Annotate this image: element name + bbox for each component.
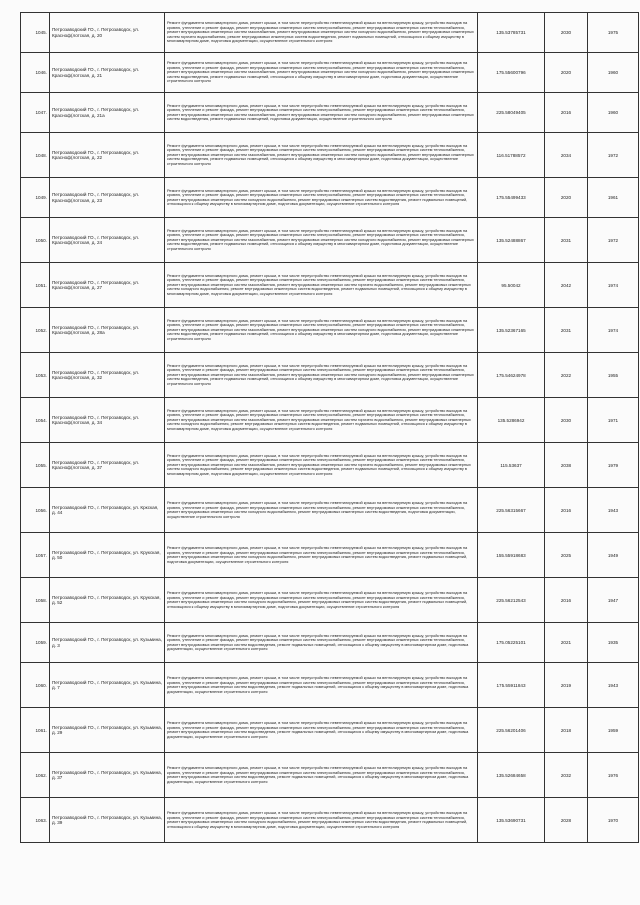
table-row — [21, 178, 639, 218]
built-year-cell: 1972 — [588, 133, 639, 178]
work-description-cell: Ремонт фундамента многоквартирного дома, ремонт крыши, в том числе переустройство невентилируемой крыши на вентилируемую крышу, устройство выходов на кровлю, утепление и ремонт фасада, ремонт внутридомовых инженерных систем электроснабжения, ремонт внутридомовых инженерных систем теплоснабжения, ремонт внутридомовых инженерных систем газоснабжения, ремонт внутридомовых инженерных систем горячего водоснабжения, ремонт внутридомовых инженерных систем холодного водоснабжения, ремонт внутридомовых инженерных систем водоотведения, ремонт подвальных помещений, относящихся к общему имуществу в многоквартирном доме, подготовка документации, осуществление строительного контроля — [165, 263, 478, 308]
row-number: 1056. — [21, 488, 50, 533]
address-cell: Петрозаводский ГО., г. Петрозаводск, ул. Красноф(лотская, д. 32 — [50, 353, 165, 398]
planned-year-cell: 2025 — [545, 533, 588, 578]
row-number: 1060. — [21, 663, 50, 708]
cost-cell: 175.55911843 — [478, 663, 545, 708]
cost-cell: 225.56212543 — [478, 578, 545, 623]
work-description-cell: Ремонт фундамента многоквартирного дома, ремонт крыши, в том числе переустройство невентилируемой крыши на вентилируемую крышу, устройство выходов на кровлю, утепление и ремонт фасада, ремонт внутридомовых инженерных систем электроснабжения, ремонт внутридомовых инженерных систем теплоснабжения, ремонт внутридомовых инженерных систем водоотведения, ремонт подвальных помещений, относящихся к общему имуществу в многоквартирном доме, подготовка документации, осуществление строительного контроля — [165, 708, 478, 753]
work-description-cell: Ремонт фундамента многоквартирного дома, ремонт крыши, в том числе переустройство невентилируемой крыши на вентилируемую крышу, устройство выходов на кровлю, утепление и ремонт фасада, ремонт внутридомовых инженерных систем электроснабжения, ремонт внутридомовых инженерных систем теплоснабжения, ремонт внутридомовых инженерных систем газоснабжения, ремонт внутридомовых инженерных систем холодного водоснабжения, ремонт внутридомовых инженерных систем водоотведения, ремонт подвальных помещений, относящихся к общему имуществу в многоквартирном доме, подготовка документации, осуществление строительного контроля — [165, 308, 478, 353]
table-row — [21, 708, 639, 753]
row-number: 1061. — [21, 708, 50, 753]
planned-year-cell: 2022 — [545, 353, 588, 398]
built-year-cell: 1972 — [588, 218, 639, 263]
row-number: 1050. — [21, 218, 50, 263]
table-row — [21, 443, 639, 488]
built-year-cell: 1943 — [588, 488, 639, 533]
built-year-cell: 1974 — [588, 308, 639, 353]
address-cell: Петрозаводский ГО., г. Петрозаводск, ул. Кузьмина, д. 39 — [50, 798, 165, 843]
cost-cell: 225.56315667 — [478, 488, 545, 533]
built-year-cell: 1971 — [588, 398, 639, 443]
built-year-cell: 1947 — [588, 578, 639, 623]
address-cell: Петрозаводский ГО., г. Петрозаводск, ул. Красноф(лотская, д. 21а — [50, 93, 165, 133]
table-row — [21, 533, 639, 578]
address-cell: Петрозаводский ГО., г. Петрозаводск, ул. Крукская, д. 50 — [50, 533, 165, 578]
row-number: 1045. — [21, 13, 50, 53]
register-table-body — [21, 13, 639, 843]
table-row — [21, 308, 639, 353]
built-year-cell: 1935 — [588, 623, 639, 663]
row-number: 1054. — [21, 398, 50, 443]
planned-year-cell: 2018 — [545, 708, 588, 753]
table-row — [21, 218, 639, 263]
planned-year-cell: 2016 — [545, 578, 588, 623]
work-description-cell: Ремонт фундамента многоквартирного дома, ремонт крыши, в том числе переустройство невентилируемой крыши на вентилируемую крышу, устройство выходов на кровлю, утепление и ремонт фасада, ремонт внутридомовых инженерных систем электроснабжения, ремонт внутридомовых инженерных систем теплоснабжения, ремонт внутридомовых инженерных систем газоснабжения, ремонт внутридомовых инженерных систем холодного водоснабжения, ремонт внутридомовых инженерных систем водоотведения, ремонт подвальных помещений, подготовка документации, осуществление строительного контроля — [165, 93, 478, 133]
planned-year-cell: 2038 — [545, 443, 588, 488]
work-description-cell: Ремонт фундамента многоквартирного дома, ремонт крыши, в том числе переустройство невентилируемой крыши на вентилируемую крышу, устройство выходов на кровлю, утепление и ремонт фасада, ремонт внутридомовых инженерных систем электроснабжения, ремонт внутридомовых инженерных систем теплоснабжения, ремонт внутридомовых инженерных систем водоотведения, ремонт подвальных помещений, относящихся к общему имуществу в многоквартирном доме, подготовка документации, осуществление строительного контроля — [165, 663, 478, 708]
address-cell: Петрозаводский ГО., г. Петрозаводск, ул. Красноф(лотская, д. 28а — [50, 308, 165, 353]
work-description-cell: Ремонт фундамента многоквартирного дома, ремонт крыши, в том числе переустройство невентилируемой крыши на вентилируемую крышу, устройство выходов на кровлю, утепление и ремонт фасада, ремонт внутридомовых инженерных систем электроснабжения, ремонт внутридомовых инженерных систем теплоснабжения, ремонт внутридомовых инженерных систем холодного водоснабжения, ремонт внутридомовых инженерных систем водоотведения, ремонт подвальных помещений, относящихся к общему имуществу в многоквартирном доме, подготовка документации, осуществление строительного контроля — [165, 578, 478, 623]
row-number: 1053. — [21, 353, 50, 398]
cost-cell: 115.53637 — [478, 443, 545, 488]
cost-cell: 135.53785731 — [478, 13, 545, 53]
cost-cell: 175.55600796 — [478, 53, 545, 93]
cost-cell: 225.58049405 — [478, 93, 545, 133]
table-row — [21, 13, 639, 53]
planned-year-cell: 2031 — [545, 308, 588, 353]
built-year-cell: 1960 — [588, 93, 639, 133]
planned-year-cell: 2028 — [545, 798, 588, 843]
planned-year-cell: 2016 — [545, 488, 588, 533]
table-row — [21, 623, 639, 663]
cost-cell: 135.5286942 — [478, 398, 545, 443]
work-description-cell: Ремонт фундамента многоквартирного дома, ремонт крыши, в том числе переустройство невентилируемой крыши на вентилируемую крышу, устройство выходов на кровлю, утепление и ремонт фасада, ремонт внутридомовых инженерных систем электроснабжения, ремонт внутридомовых инженерных систем теплоснабжения, ремонт внутридомовых инженерных систем газоснабжения, ремонт внутридомовых инженерных систем холодного водоснабжения, ремонт внутридомовых инженерных систем горячего водоснабжения, ремонт внутридомовых инженерных систем водоотведения, ремонт подвальных помещений, относящихся к общему имуществу в многоквартирном доме, подготовка документации, осуществление строительного контроля — [165, 13, 478, 53]
planned-year-cell: 2016 — [545, 93, 588, 133]
work-description-cell: Ремонт фундамента многоквартирного дома, ремонт крыши, в том числе переустройство невентилируемой крыши на вентилируемую крышу, устройство выходов на кровлю, утепление и ремонт фасада, ремонт внутридомовых инженерных систем электроснабжения, ремонт внутридомовых инженерных систем теплоснабжения, ремонт внутридомовых инженерных систем газоснабжения, ремонт внутридомовых инженерных систем холодного водоснабжения, ремонт внутридомовых инженерных систем водоотведения, ремонт подвальных помещений, относящихся к общему имуществу в многоквартирном доме, подготовка документации, осуществление строительного контроля — [165, 53, 478, 93]
row-number: 1051. — [21, 263, 50, 308]
row-number: 1055. — [21, 443, 50, 488]
planned-year-cell: 2021 — [545, 623, 588, 663]
register-table — [20, 12, 639, 843]
built-year-cell: 1970 — [588, 798, 639, 843]
address-cell: Петрозаводский ГО., г. Петрозаводск, ул. Красноф(лотская, д. 22 — [50, 133, 165, 178]
row-number: 1059. — [21, 623, 50, 663]
built-year-cell: 1943 — [588, 663, 639, 708]
planned-year-cell: 2030 — [545, 13, 588, 53]
row-number: 1062. — [21, 753, 50, 798]
row-number: 1058. — [21, 578, 50, 623]
work-description-cell: Ремонт фундамента многоквартирного дома, ремонт крыши, в том числе переустройство невентилируемой крыши на вентилируемую крышу, устройство выходов на кровлю, утепление и ремонт фасада, ремонт внутридомовых инженерных систем электроснабжения, ремонт внутридомовых инженерных систем теплоснабжения, ремонт внутридомовых инженерных систем газоснабжения, ремонт внутридомовых инженерных систем холодного водоснабжения, ремонт внутридомовых инженерных систем водоотведения, ремонт подвальных помещений, относящихся к общему имуществу в многоквартирном доме, подготовка документации, осуществление строительного контроля — [165, 353, 478, 398]
planned-year-cell: 2042 — [545, 263, 588, 308]
address-cell: Петрозаводский ГО., г. Петрозаводск, ул. Кркская, д. 44 — [50, 488, 165, 533]
cost-cell: 135.52367165 — [478, 308, 545, 353]
planned-year-cell: 2031 — [545, 218, 588, 263]
cost-cell: 116.51788572 — [478, 133, 545, 178]
work-description-cell: Ремонт фундамента многоквартирного дома, ремонт крыши, в том числе переустройство невентилируемой крыши на вентилируемую крышу, устройство выходов на кровлю, утепление и ремонт фасада, ремонт внутридомовых инженерных систем электроснабжения, ремонт внутридомовых инженерных систем теплоснабжения, ремонт внутридомовых инженерных систем холодного водоснабжения, ремонт внутридомовых инженерных систем водоотведения, подготовка документации, осуществление строительного контроля — [165, 488, 478, 533]
table-row — [21, 663, 639, 708]
built-year-cell: 1976 — [588, 753, 639, 798]
row-number: 1052. — [21, 308, 50, 353]
built-year-cell: 1979 — [588, 443, 639, 488]
work-description-cell: Ремонт фундамента многоквартирного дома, ремонт крыши, в том числе переустройство невентилируемой крыши на вентилируемую крышу, устройство выходов на кровлю, утепление и ремонт фасада, ремонт внутридомовых инженерных систем электроснабжения, ремонт внутридомовых инженерных систем теплоснабжения, ремонт внутридомовых инженерных систем газоснабжения, ремонт внутридомовых инженерных систем горячего водоснабжения, ремонт внутридомовых инженерных систем холодного водоснабжения, ремонт внутридомовых инженерных систем водоотведения, ремонт подвальных помещений, относящихся к общему имуществу в многоквартирном доме, подготовка документации, осуществление строительного контроля — [165, 443, 478, 488]
address-cell: Петрозаводский ГО., г. Петрозаводск, ул. Кузьмина, д. 37 — [50, 753, 165, 798]
built-year-cell: 1959 — [588, 708, 639, 753]
cost-cell: 175.55499433 — [478, 178, 545, 218]
built-year-cell: 1960 — [588, 53, 639, 93]
table-row — [21, 753, 639, 798]
table-row — [21, 353, 639, 398]
built-year-cell: 1974 — [588, 263, 639, 308]
work-description-cell: Ремонт фундамента многоквартирного дома, ремонт крыши, в том числе переустройство невентилируемой крыши на вентилируемую крышу, устройство выходов на кровлю, утепление и ремонт фасада, ремонт внутридомовых инженерных систем электроснабжения, ремонт внутридомовых инженерных систем теплоснабжения, ремонт внутридомовых инженерных систем холодного водоснабжения, ремонт внутридомовых инженерных систем водоотведения, ремонт подвальных помещений, подготовка документации, осуществление строительного контроля — [165, 533, 478, 578]
cost-cell: 175.05225101 — [478, 623, 545, 663]
cost-cell: 135.53690731 — [478, 798, 545, 843]
address-cell: Петрозаводский ГО., г. Петрозаводск, ул. Красноф(лотская, д. 23 — [50, 178, 165, 218]
built-year-cell: 1975 — [588, 13, 639, 53]
built-year-cell: 1949 — [588, 533, 639, 578]
address-cell: Петрозаводский ГО., г. Петрозаводск, ул. Красноф(лотская, д. 27 — [50, 263, 165, 308]
planned-year-cell: 2030 — [545, 398, 588, 443]
address-cell: Петрозаводский ГО., г. Петрозаводск, ул. Красноф(лотская, д. 34 — [50, 398, 165, 443]
table-row — [21, 263, 639, 308]
address-cell: Петрозаводский ГО., г. Петрозаводск, ул. Кузьмина, д. 29 — [50, 708, 165, 753]
row-number: 1057. — [21, 533, 50, 578]
work-description-cell: Ремонт фундамента многоквартирного дома, ремонт крыши, в том числе переустройство невентилируемой крыши на вентилируемую крышу, устройство выходов на кровлю, утепление и ремонт фасада, ремонт внутридомовых инженерных систем электроснабжения, ремонт внутридомовых инженерных систем теплоснабжения, ремонт внутридомовых инженерных систем газоснабжения, ремонт внутридомовых инженерных систем горячего водоснабжения, ремонт внутридомовых инженерных систем холодного водоснабжения, ремонт внутридомовых инженерных систем водоотведения, ремонт подвальных помещений, относящихся к общему имуществу в многоквартирном доме, подготовка документации, осуществление строительного контроля — [165, 398, 478, 443]
work-description-cell: Ремонт фундамента многоквартирного дома, ремонт крыши, в том числе переустройство невентилируемой крыши на вентилируемую крышу, устройство выходов на кровлю, утепление и ремонт фасада, ремонт внутридомовых инженерных систем электроснабжения, ремонт внутридомовых инженерных систем теплоснабжения, ремонт внутридомовых инженерных систем водоотведения, ремонт подвальных помещений, относящихся к общему имуществу в многоквартирном доме, подготовка документации, осуществление строительного контроля — [165, 623, 478, 663]
row-number: 1047. — [21, 93, 50, 133]
address-cell: Петрозаводский ГО., г. Петрозаводск, ул. Кузьмина, д. 3 — [50, 623, 165, 663]
work-description-cell: Ремонт фундамента многоквартирного дома, ремонт крыши, в том числе переустройство невентилируемой крыши на вентилируемую крышу, устройство выходов на кровлю, утепление и ремонт фасада, ремонт внутридомовых инженерных систем электроснабжения, ремонт внутридомовых инженерных систем теплоснабжения, ремонт внутридомовых инженерных систем холодного водоснабжения, ремонт внутридомовых инженерных систем водоотведения, ремонт подвальных помещений, относящихся к общему имуществу в многоквартирном доме, подготовка документации, осуществление строительного контроля — [165, 178, 478, 218]
cost-cell: 155.55918683 — [478, 533, 545, 578]
address-cell: Петрозаводский ГО., г. Петрозаводск, ул. Крукская, д. 52 — [50, 578, 165, 623]
cost-cell: 225.56201406 — [478, 708, 545, 753]
table-row — [21, 798, 639, 843]
table-row — [21, 53, 639, 93]
table-row — [21, 398, 639, 443]
table-row — [21, 133, 639, 178]
table-row — [21, 578, 639, 623]
table-row — [21, 93, 639, 133]
address-cell: Петрозаводский ГО., г. Петрозаводск, ул. Кузьмина, д. 7 — [50, 663, 165, 708]
built-year-cell: 1955 — [588, 353, 639, 398]
address-cell: Петрозаводский ГО., г. Петрозаводск, ул. Красноф(лотская, д. 20 — [50, 13, 165, 53]
address-cell: Петрозаводский ГО., г. Петрозаводск, ул. Красноф(лотская, д. 24 — [50, 218, 165, 263]
address-cell: Петрозаводский ГО., г. Петрозаводск, ул. Красноф(лотская, д. 37 — [50, 443, 165, 488]
row-number: 1046. — [21, 53, 50, 93]
work-description-cell: Ремонт фундамента многоквартирного дома, ремонт крыши, в том числе переустройство невентилируемой крыши на вентилируемую крышу, устройство выходов на кровлю, утепление и ремонт фасада, ремонт внутридомовых инженерных систем электроснабжения, ремонт внутридомовых инженерных систем теплоснабжения, ремонт внутридомовых инженерных систем газоснабжения, ремонт внутридомовых инженерных систем холодного водоснабжения, ремонт внутридомовых инженерных систем водоотведения, ремонт подвальных помещений, относящихся к общему имуществу в многоквартирном доме, подготовка документации, осуществление строительного контроля — [165, 133, 478, 178]
built-year-cell: 1961 — [588, 178, 639, 218]
planned-year-cell: 2019 — [545, 663, 588, 708]
row-number: 1048. — [21, 133, 50, 178]
row-number: 1063. — [21, 798, 50, 843]
work-description-cell: Ремонт фундамента многоквартирного дома, ремонт крыши, в том числе переустройство невентилируемой крыши на вентилируемую крышу, устройство выходов на кровлю, утепление и ремонт фасада, ремонт внутридомовых инженерных систем электроснабжения, ремонт внутридомовых инженерных систем теплоснабжения, ремонт внутридомовых инженерных систем холодного водоснабжения, ремонт внутридомовых инженерных систем водоотведения, ремонт подвальных помещений, относящихся к общему имуществу в многоквартирном доме, подготовка документации, осуществление строительного контроля — [165, 798, 478, 843]
address-cell: Петрозаводский ГО., г. Петрозаводск, ул. Красноф(лотская, д. 21 — [50, 53, 165, 93]
work-description-cell: Ремонт фундамента многоквартирного дома, ремонт крыши, в том числе переустройство невентилируемой крыши на вентилируемую крышу, устройство выходов на кровлю, утепление и ремонт фасада, ремонт внутридомовых инженерных систем электроснабжения, ремонт внутридомовых инженерных систем теплоснабжения, ремонт внутридомовых инженерных систем водоотведения, ремонт подвальных помещений, относящихся к общему имуществу в многоквартирном доме, подготовка документации, осуществление строительного контроля — [165, 753, 478, 798]
cost-cell: 175.54624978 — [478, 353, 545, 398]
row-number: 1049. — [21, 178, 50, 218]
work-description-cell: Ремонт фундамента многоквартирного дома, ремонт крыши, в том числе переустройство невентилируемой крыши на вентилируемую крышу, устройство выходов на кровлю, утепление и ремонт фасада, ремонт внутридомовых инженерных систем электроснабжения, ремонт внутридомовых инженерных систем теплоснабжения, ремонт внутридомовых инженерных систем газоснабжения, ремонт внутридомовых инженерных систем холодного водоснабжения, ремонт внутридомовых инженерных систем водоотведения, ремонт подвальных помещений, относящихся к общему имуществу в многоквартирном доме, подготовка документации, осуществление строительного контроля — [165, 218, 478, 263]
table-row — [21, 488, 639, 533]
cost-cell: 95.50042 — [478, 263, 545, 308]
planned-year-cell: 2032 — [545, 753, 588, 798]
cost-cell: 135.52684658 — [478, 753, 545, 798]
planned-year-cell: 2020 — [545, 53, 588, 93]
planned-year-cell: 2020 — [545, 178, 588, 218]
planned-year-cell: 2034 — [545, 133, 588, 178]
cost-cell: 135.52488867 — [478, 218, 545, 263]
